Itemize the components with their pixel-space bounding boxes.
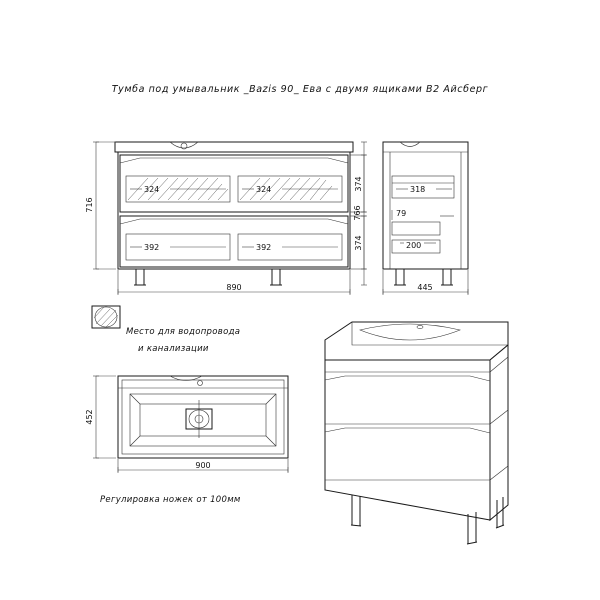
dim-offset-inner: 200 xyxy=(406,241,422,250)
page-title: Тумба под умывальник _Bazis 90_ Ева с двумя ящиками В2 Айсберг xyxy=(111,84,489,95)
dim-side-height: 766 xyxy=(353,205,362,221)
dim-drawer-upper-right: 324 xyxy=(256,185,272,194)
dim-drawer-lower-left: 392 xyxy=(144,243,160,252)
dim-drawer-upper-left: 324 xyxy=(144,185,160,194)
side-elevation-view xyxy=(353,142,468,295)
plumbing-legend-symbol xyxy=(92,306,120,328)
note-legs-adjustment: Регулировка ножек от 100мм xyxy=(100,495,241,505)
dim-side-depth: 445 xyxy=(417,283,433,292)
dim-offset-small: 79 xyxy=(396,209,407,218)
dim-top-width: 900 xyxy=(195,461,211,470)
isometric-view xyxy=(325,322,508,544)
note-plumbing-line2: и канализации xyxy=(138,344,209,354)
note-plumbing-line1: Место для водопровода xyxy=(126,327,241,337)
dim-drawer-lower-right: 392 xyxy=(256,243,272,252)
dim-lower-drawer-height: 374 xyxy=(354,235,363,251)
dim-front-height: 716 xyxy=(85,197,94,213)
dim-shelf-depth: 318 xyxy=(410,185,426,194)
dim-upper-drawer-height: 374 xyxy=(354,176,363,192)
top-view xyxy=(85,376,288,473)
front-elevation-view xyxy=(85,142,367,295)
dim-top-depth: 452 xyxy=(85,409,94,425)
dim-front-width: 890 xyxy=(226,283,242,292)
